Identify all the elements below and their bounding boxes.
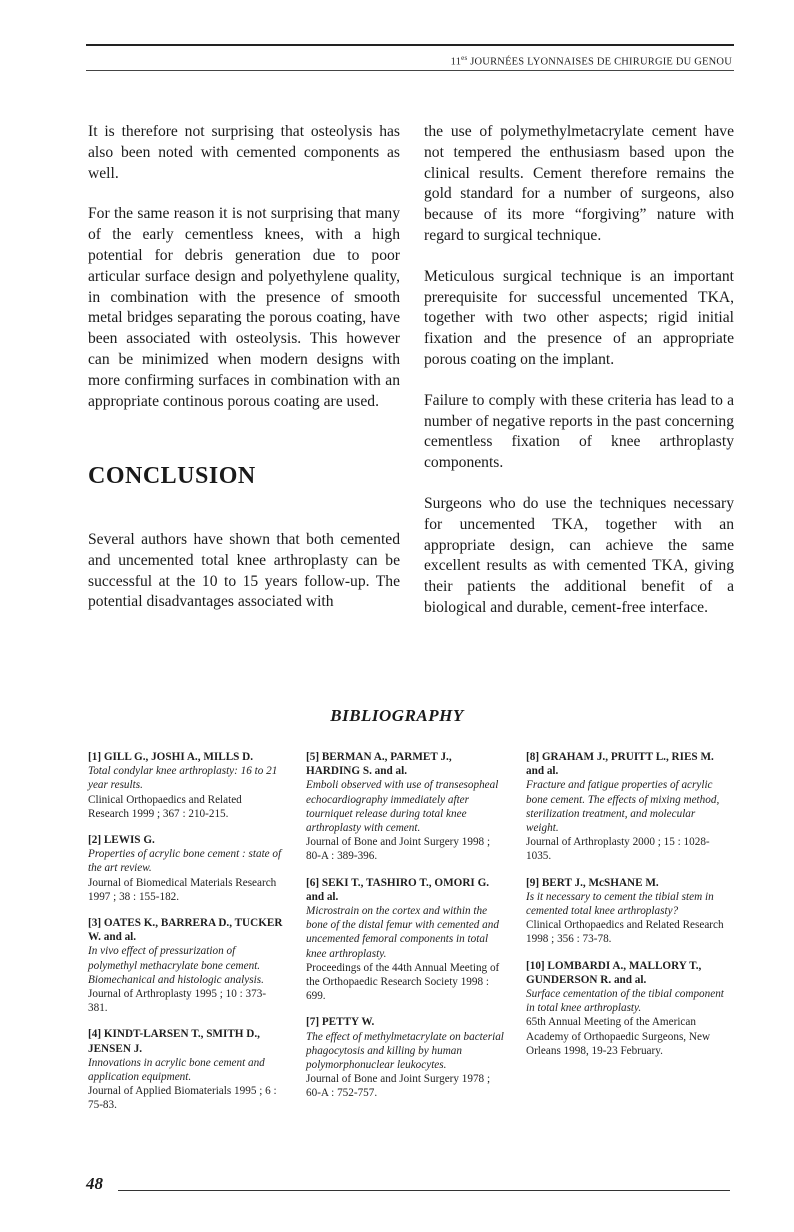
bib-entry-4 bbox=[88, 1027, 284, 1112]
bib-entry-5 bbox=[306, 750, 504, 864]
bib-authors: [4] KINDT-LARSEN T., SMITH D., JENSEN J. bbox=[88, 1028, 260, 1055]
bib-authors: [5] BERMAN A., PARMET J., HARDING S. and al. bbox=[306, 751, 452, 778]
left-paragraph-2: For the same reason it is not surprising that many of the early cementless knees, with a high potential for debris generation due to poor articular surface design and polyethylene quality, in combination with the presence of smooth metal bridges separating the porous coating, have been associated with osteolysis. This however can be minimized when modern designs with more confirming surfaces in combination with an appropriate continous porous coating are used. bbox=[88, 205, 400, 410]
bib-authors: [10] LOMBARDI A., MALLORY T., GUNDERSON R. and al. bbox=[526, 959, 702, 986]
bib-title: In vivo effect of pressurization of polymethyl methacrylate bone cement. Biomechanical and histologic analysis. bbox=[88, 945, 264, 986]
bib-source: 65th Annual Meeting of the American Academy of Orthopaedic Surgeons, New Orleans 1998, 19-23 February. bbox=[526, 1016, 711, 1057]
bib-source: Journal of Bone and Joint Surgery 1978 ; 60-A : 752-757. bbox=[306, 1073, 491, 1100]
bib-authors: [2] LEWIS G. bbox=[88, 834, 155, 847]
left-paragraph-1: It is therefore not surprising that osteolysis has also been noted with cemented components as well. bbox=[88, 123, 400, 182]
bib-entry-9 bbox=[526, 876, 728, 947]
bib-source: Journal of Biomedical Materials Research 1997 ; 38 : 155-182. bbox=[88, 876, 277, 903]
bib-source: Proceedings of the 44th Annual Meeting of the Orthopaedic Research Society 1998 : 699. bbox=[306, 961, 500, 1003]
bib-authors: [1] GILL G., JOSHI A., MILLS D. bbox=[88, 751, 254, 763]
bib-title: Microstrain on the cortex and within the bone of the distal femur with cemented and uncemented femoral components in total knee arthroplasty. bbox=[306, 905, 499, 960]
bib-title: Fracture and fatigue properties of acrylic bone cement. The effects of mixing method, sterilization treatment, and molecular weight. bbox=[526, 779, 720, 835]
running-head-title: JOURNÉES LYONNAISES DE CHIRURGIE DU GENOU bbox=[467, 56, 732, 68]
bib-source: Journal of Bone and Joint Surgery 1998 ; 80-A : 389-396. bbox=[306, 836, 491, 863]
bib-entry-1 bbox=[88, 750, 284, 821]
left-column bbox=[88, 122, 400, 432]
header-rule bbox=[86, 44, 734, 46]
footer-rule bbox=[118, 1190, 730, 1191]
bib-title: Total condylar knee arthroplasty: 16 to 21 year results. bbox=[88, 765, 278, 792]
bib-title: Properties of acrylic bone cement : state of the art review. bbox=[88, 848, 282, 875]
bib-entry-7 bbox=[306, 1015, 504, 1100]
right-paragraph-3: Failure to comply with these criteria has lead to a number of negative reports in the past concerning cementless fixation of knee arthroplasty components. bbox=[424, 391, 734, 472]
conclusion-text: Several authors have shown that both cemented and uncemented total knee arthroplasty can be successful at the 10 to 15 years follow-up. The potential disadvantages associated with bbox=[88, 531, 400, 611]
right-paragraph-1: the use of polymethylmetacrylate cement have not tempered the enthusiasm based upon the clinical results. Cement therefore remains the gold standard for a number of surgeons, also because of its more “forgiving” nature with regard to surgical technique. bbox=[424, 123, 734, 244]
bib-entry-8 bbox=[526, 750, 728, 864]
bib-source: Clinical Orthopaedics and Related Research 1998 ; 356 : 73-78. bbox=[526, 919, 724, 946]
bib-source: Journal of Applied Biomaterials 1995 ; 6 : 75-83. bbox=[88, 1085, 277, 1112]
bib-title: Is it necessary to cement the tibial stem in cemented total knee arthroplasty? bbox=[526, 890, 714, 918]
bibliography-column-1 bbox=[88, 750, 284, 1125]
running-head-number: 11 bbox=[450, 56, 462, 68]
bib-authors: [7] PETTY W. bbox=[306, 1016, 375, 1029]
running-head-sup: es bbox=[461, 54, 468, 62]
right-paragraph-2: Meticulous surgical technique is an important prerequisite for successful uncemented TKA, together with two other aspects; rigid initial fixation and the presence of an appropriate porous coating on the implant. bbox=[424, 267, 734, 368]
right-column bbox=[424, 122, 734, 639]
bib-entry-10 bbox=[526, 959, 728, 1058]
bib-entry-3 bbox=[88, 916, 284, 1015]
bib-title: Surface cementation of the tibial component in total knee arthroplasty. bbox=[526, 988, 724, 1015]
bib-entry-2 bbox=[88, 833, 284, 904]
bib-source: Journal of Arthroplasty 1995 ; 10 : 373-381. bbox=[88, 988, 267, 1015]
running-head bbox=[451, 54, 732, 68]
bibliography-column-2 bbox=[306, 750, 504, 1113]
bib-title: Emboli observed with use of transesopheal echocardiography immediately after tourniquet release during total knee arthroplasty with cement. bbox=[306, 779, 499, 835]
bib-source: Clinical Orthopaedics and Related Research 1999 ; 367 : 210-215. bbox=[88, 793, 242, 820]
bib-entry-6 bbox=[306, 876, 504, 1004]
bib-authors: [6] SEKI T., TASHIRO T., OMORI G. and al. bbox=[306, 876, 490, 903]
page-number: 48 bbox=[86, 1174, 103, 1193]
bib-source: Journal of Arthroplasty 2000 ; 15 : 1028-1035. bbox=[526, 836, 710, 863]
bib-authors: [8] GRAHAM J., PRUITT L., RIES M. and al. bbox=[526, 751, 714, 778]
header-subrule bbox=[86, 70, 734, 71]
bibliography-column-3 bbox=[526, 750, 728, 1070]
bib-authors: [9] BERT J., McSHANE M. bbox=[526, 876, 659, 889]
bib-title: Innovations in acrylic bone cement and application equipment. bbox=[88, 1056, 265, 1084]
conclusion-paragraph bbox=[88, 530, 400, 633]
bib-authors: [3] OATES K., BARRERA D., TUCKER W. and al. bbox=[88, 917, 283, 944]
conclusion-heading: CONCLUSION bbox=[88, 463, 256, 489]
right-paragraph-4: Surgeons who do use the techniques necessary for uncemented TKA, together with an appropriate design, can achieve the same excellent results as with cemented TKA, giving their patients the additional benefit of a biological and durable, cement-free interface. bbox=[424, 494, 734, 616]
bib-title: The effect of methylmetacrylate on bacterial phagocytosis and killing by human polymorphonuclear leukocytes. bbox=[306, 1030, 504, 1072]
bibliography-title: BIBLIOGRAPHY bbox=[330, 706, 464, 725]
